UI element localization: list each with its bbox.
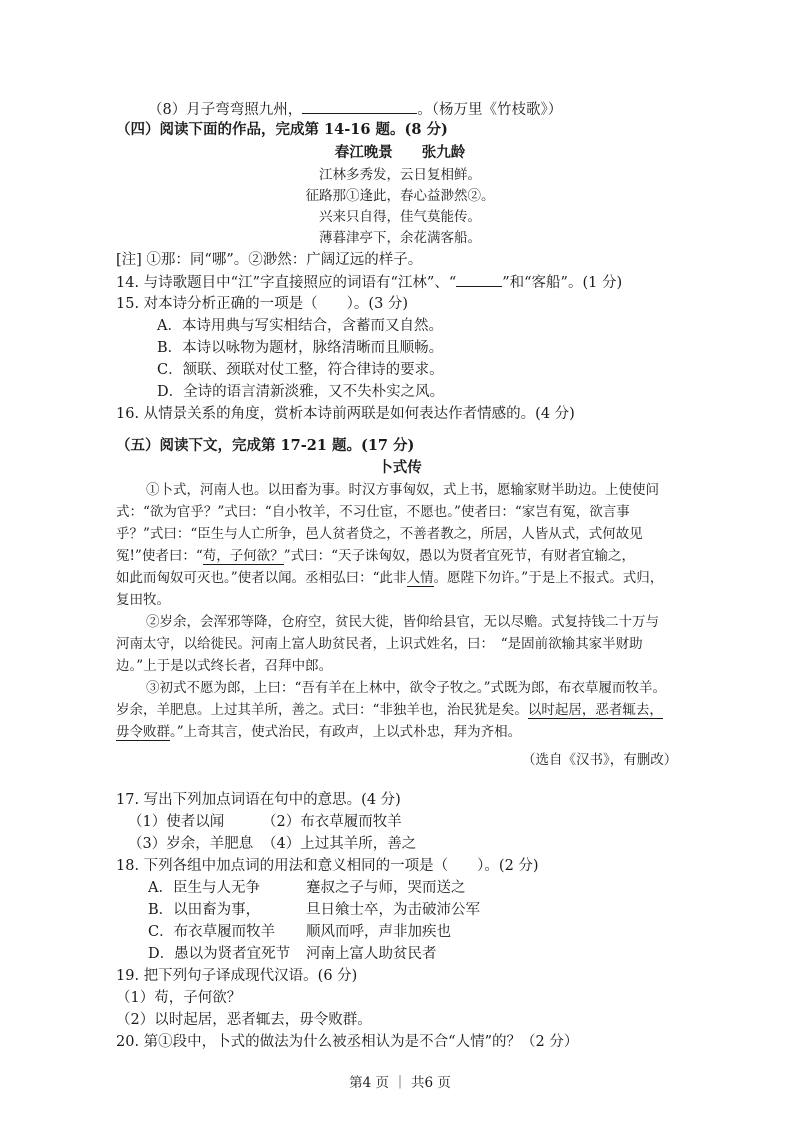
poem-title-line: [0, 143, 800, 163]
q17-item: （2）布衣草履而牧羊: [262, 814, 402, 830]
poem-line: 薄暮津亭下，余花满客船。: [319, 230, 481, 246]
underlined-phrase: 以时起居，恶者辄去，: [527, 702, 663, 718]
q18-option-left[interactable]: D．愚以为贤者宜死节: [148, 946, 291, 962]
q8-tail: 。（杨万里《竹枝歌》）: [417, 102, 563, 118]
q19-item: （2）以时起居，恶者辄去，毋令败群。: [116, 1012, 372, 1028]
q18-option-right: 蹇叔之子与师，哭而送之: [306, 880, 466, 896]
passage-line: [116, 546, 635, 566]
passage-text: 。愿陛下勿许。”于是上不报式。式归，: [433, 570, 664, 586]
underlined-phrase: 毋令败群: [116, 724, 170, 740]
q14-answer-blank[interactable]: [456, 272, 502, 287]
poem-title: 春江晚景: [334, 144, 393, 161]
q18-stem: 18. 下列各组中加点词的用法和意义相同的一项是（ ）。(2 分): [116, 858, 539, 874]
q8-label: （8）月子弯弯照九州，: [148, 102, 303, 118]
poem-line: 征路那①逢此，春心益渺然②。: [305, 188, 495, 204]
passage-source: （选自《汉书》，有删改）: [522, 752, 678, 768]
section4-heading: （四）阅读下面的作品，完成第 14-16 题。(8 分): [116, 121, 448, 138]
passage-line: 边。”上于是以式终长者，召拜中郎。: [116, 658, 333, 674]
q18-option-left[interactable]: A．臣生与人无争: [148, 880, 260, 896]
q18-option-left[interactable]: C．布衣草履而牧羊: [148, 924, 276, 940]
q17-item: （3）岁余，羊肥息: [128, 836, 254, 852]
passage-line: ③初式不愿为郎，上曰：“吾有羊在上林中，欲令子牧之。”式既为郎，布衣草履而牧羊。: [146, 680, 667, 696]
underlined-phrase: 人情: [406, 570, 434, 586]
q8-line: [148, 99, 562, 120]
passage-line: 复田牧。: [116, 592, 170, 608]
passage-line: [116, 722, 521, 742]
passage-line: 乎？”式曰：“臣生与人亡所争，邑人贫者贷之，不善者教之，所居，人皆从式，式何故见: [116, 526, 643, 542]
passage-line: 河南太守，以给徙民。河南上富人助贫民者，上识式姓名，曰： “是固前欲输其家半财助: [116, 636, 643, 652]
passage-line: ②岁余，会浑邪等降，仓府空，贫民大徙，皆仰给县官，无以尽赡。式复持钱二十万与: [146, 614, 659, 630]
q15-option[interactable]: C．颔联、颈联对仗工整，符合律诗的要求。: [157, 362, 444, 378]
q8-answer-blank[interactable]: [302, 99, 417, 114]
q15-stem: 15. 对本诗分析正确的一项是（ ）。(3 分): [116, 296, 409, 312]
q19-stem: 19. 把下列句子译成现代汉语。(6 分): [116, 968, 358, 984]
passage-text: 。”上奇其言，使式治民，有政声，上以式朴忠，拜为齐相。: [170, 724, 522, 740]
passage-line: ①卜式，河南人也。以田畜为事。时汉方事匈奴，式上书，愿输家财半助边。上使使问: [146, 482, 659, 498]
q14-text-a: 14. 与诗歌题目中“江”字直接照应的词语有“江林”、“: [116, 275, 457, 291]
q15-option[interactable]: D．全诗的语言清新淡雅，又不失朴实之风。: [157, 384, 445, 400]
q17-stem: 17. 写出下列加点词语在句中的意思。(4 分): [116, 792, 401, 808]
passage-text: 冤!”使者曰：“: [116, 548, 203, 564]
section5-heading: （五）阅读下文，完成第 17-21 题。(17 分): [116, 437, 415, 454]
poem-line: 兴来只自得，佳气莫能传。: [319, 209, 481, 225]
q17-item: （4）上过其羊所，善之: [262, 836, 417, 852]
q19-item: （1）苟，子何欲？: [116, 990, 242, 1006]
passage-title: 卜式传: [378, 459, 422, 476]
poem-note: [注] ①那：同“哪”。②渺然：广阔辽远的样子。: [116, 252, 423, 268]
q18-option-right: 顺风而呼，声非加疾也: [306, 924, 451, 940]
q17-item: （1）使者以闻: [128, 814, 225, 830]
q18-option-right: 旦日飨士卒，为击破沛公军: [306, 902, 480, 918]
passage-line: 式：“欲为官乎？”式曰：“自小牧羊，不习仕宦，不愿也。”使者曰：“家岂有冤，欲言事: [116, 504, 630, 520]
q20-stem: 20. 第①段中，卜式的做法为什么被丞相认为是不合“人情”的？（2 分）: [116, 1034, 579, 1050]
poem-line: 江林多秀发，云日复相鲜。: [319, 167, 481, 183]
q16-stem: 16. 从情景关系的角度，赏析本诗前两联是如何表达作者情感的。(4 分): [116, 406, 575, 422]
poem-author: 张九龄: [421, 144, 466, 161]
q14: [116, 272, 622, 293]
q15-option[interactable]: A．本诗用典与写实相结合，含蓄而又自然。: [157, 318, 443, 334]
q18-option-left[interactable]: B．以田畜为事，: [148, 902, 261, 918]
q18-option-right: 河南上富人助贫民者: [306, 946, 437, 962]
passage-line: [116, 568, 663, 588]
underlined-phrase: 苟，子何欲？: [202, 548, 284, 564]
passage-text: ”式曰：“天子诛匈奴，愚以为贤者宜死节，有财者宜输之，: [283, 548, 636, 564]
page-footer: 第4 页 ｜ 共6 页: [349, 1075, 451, 1091]
passage-line: [116, 700, 663, 720]
q14-text-b: ”和“客船”。(1 分): [502, 275, 623, 291]
passage-text: 岁余，羊肥息。上过其羊所，善之。式曰：“非独羊也，治民犹是矣。: [116, 702, 528, 718]
q15-option[interactable]: B．本诗以咏物为题材，脉络清晰而且顺畅。: [157, 340, 444, 356]
passage-text: 如此而匈奴可灭也。”使者以闻。丞相弘曰：“此非: [116, 570, 407, 586]
